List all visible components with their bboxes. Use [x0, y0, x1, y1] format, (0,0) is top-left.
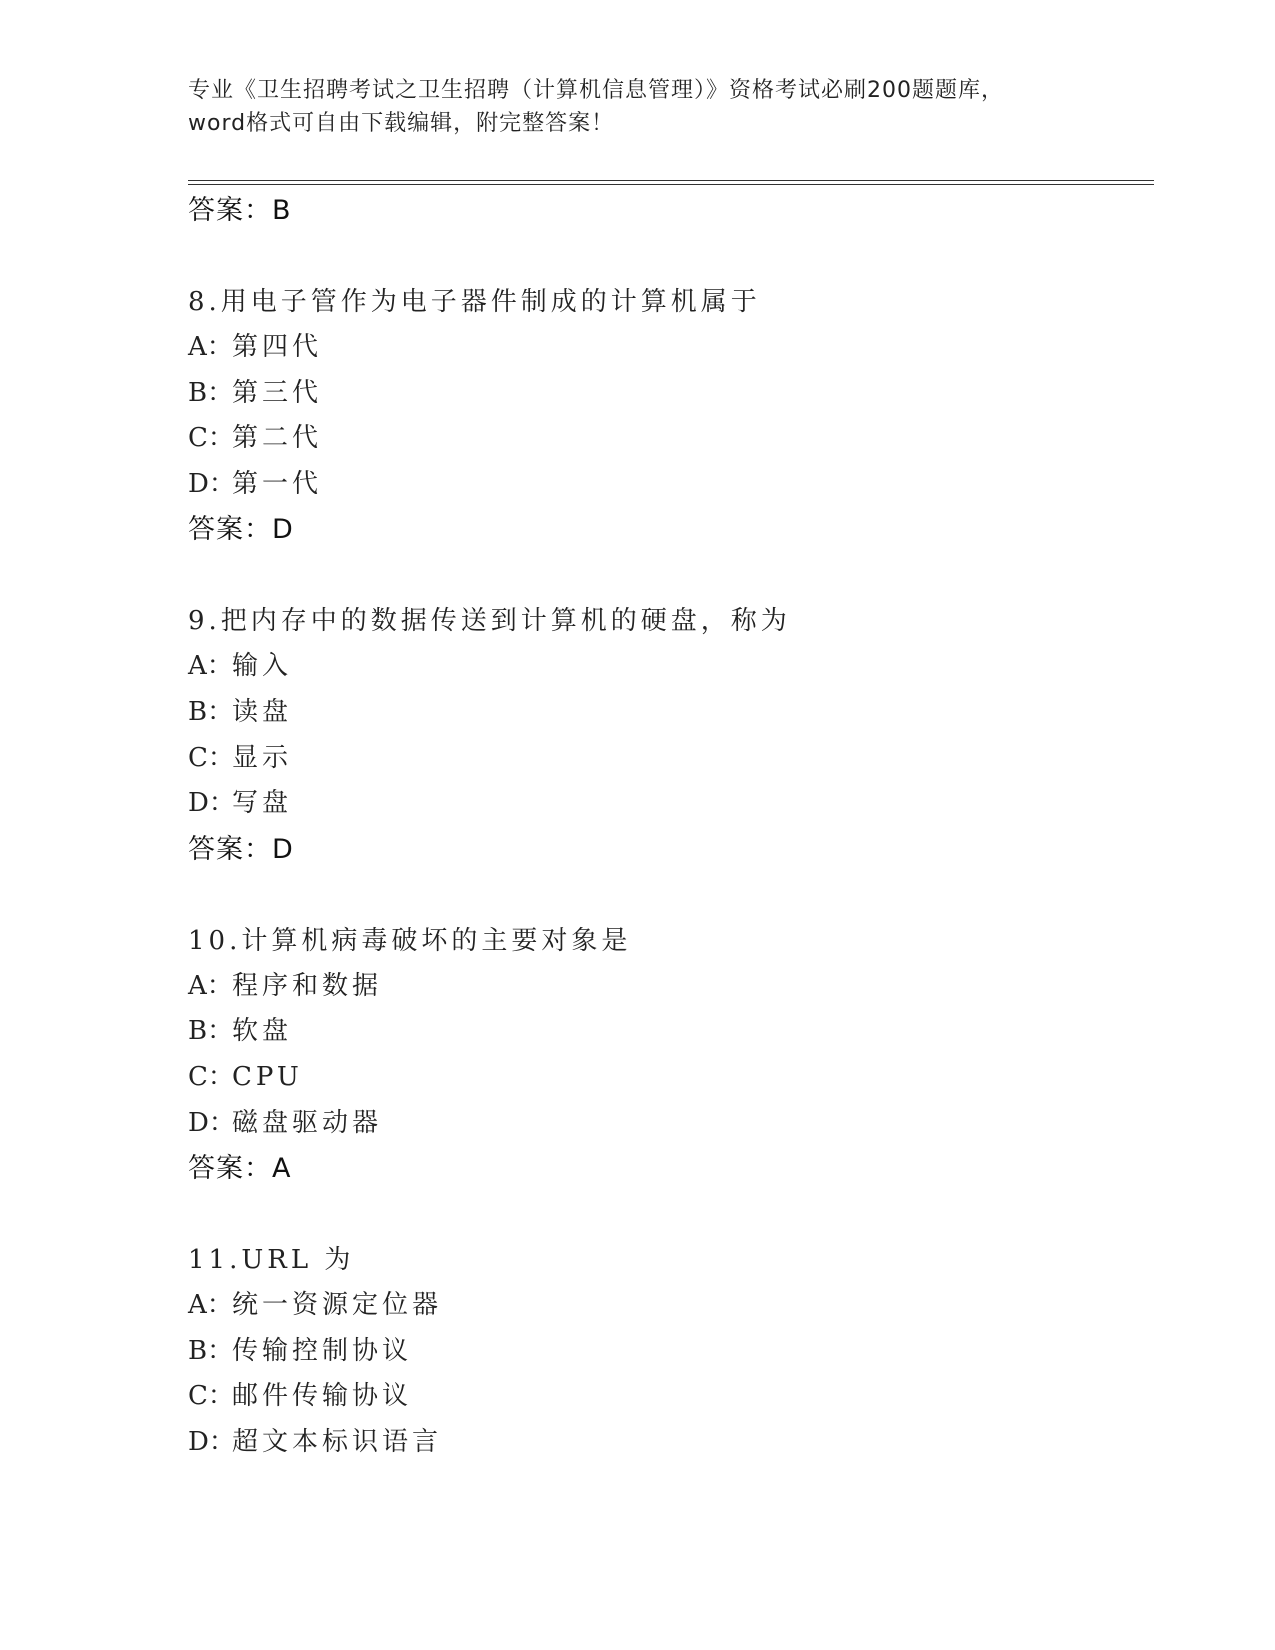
spacer: [188, 234, 1148, 279]
spacer: [188, 873, 1148, 918]
option-text: 邮件传输协议: [232, 1381, 413, 1412]
answer-option: [188, 690, 1148, 736]
answer-option: [188, 1420, 1148, 1466]
option-text: 传输控制协议: [232, 1335, 413, 1366]
answer-option: [188, 462, 1148, 508]
document-header: [188, 74, 1088, 140]
spacer: [188, 553, 1148, 598]
option-letter: D：: [188, 1426, 235, 1457]
answer-option: [188, 1101, 1148, 1147]
option-letter: B：: [188, 696, 234, 727]
option-text: 磁盘驱动器: [232, 1107, 383, 1138]
option-letter: A：: [188, 970, 233, 1001]
question-text: 11.URL 为: [188, 1245, 355, 1276]
question-list: [188, 188, 1148, 1466]
option-letter: A：: [188, 651, 233, 682]
answer-option: [188, 736, 1148, 782]
option-letter: B：: [188, 377, 234, 408]
option-letter: C：: [188, 742, 234, 773]
option-text: 输入: [232, 651, 293, 682]
option-text: 写盘: [232, 788, 293, 819]
option-text: 第二代: [232, 423, 323, 454]
answer-option: [188, 1283, 1148, 1329]
option-text: 统一资源定位器: [232, 1290, 443, 1321]
option-text: 第三代: [232, 377, 323, 408]
header-line-2: word格式可自由下载编辑，附完整答案！: [188, 111, 615, 136]
answer-line: 答案：D: [188, 514, 294, 546]
option-letter: B：: [188, 1335, 234, 1366]
answer-option: [188, 1374, 1148, 1420]
option-letter: D：: [188, 788, 235, 819]
answer-option: [188, 416, 1148, 462]
option-text: 第一代: [232, 468, 323, 499]
answer-line: 答案：A: [188, 1153, 292, 1185]
option-letter: C：: [188, 423, 234, 454]
question-text: 8.用电子管作为电子器件制成的计算机属于: [188, 287, 761, 317]
option-text: 读盘: [232, 696, 293, 727]
header-rule-bottom: [188, 184, 1154, 185]
option-letter: B：: [188, 1016, 234, 1047]
answer-option: [188, 644, 1148, 690]
option-text: 程序和数据: [232, 970, 383, 1001]
option-letter: C：: [188, 1061, 234, 1092]
spacer: [188, 1192, 1148, 1237]
option-text: CPU: [232, 1061, 303, 1092]
answer-option: [188, 1055, 1148, 1101]
header-rule-top: [188, 180, 1154, 181]
option-text: 超文本标识语言: [232, 1426, 443, 1457]
answer-option: [188, 781, 1148, 827]
option-text: 软盘: [232, 1016, 293, 1047]
option-letter: C：: [188, 1381, 234, 1412]
answer-option: [188, 325, 1148, 371]
answer-option: [188, 371, 1148, 417]
question-text: 10.计算机病毒破坏的主要对象是: [188, 925, 632, 956]
option-text: 第四代: [232, 332, 323, 362]
answer-option: [188, 1329, 1148, 1375]
option-letter: A：: [188, 1290, 233, 1321]
header-line-1: 专业《卫生招聘考试之卫生招聘（计算机信息管理）》资格考试必刷200题题库，: [188, 78, 1004, 103]
option-letter: A：: [188, 332, 233, 362]
option-letter: D：: [188, 468, 235, 499]
option-letter: D：: [188, 1107, 235, 1138]
answer-line: 答案：D: [188, 833, 294, 865]
question-text: 9.把内存中的数据传送到计算机的硬盘，称为: [188, 606, 791, 637]
answer-line: 答案：B: [188, 195, 292, 226]
option-text: 显示: [232, 742, 293, 773]
answer-option: [188, 964, 1148, 1010]
answer-option: [188, 1009, 1148, 1055]
